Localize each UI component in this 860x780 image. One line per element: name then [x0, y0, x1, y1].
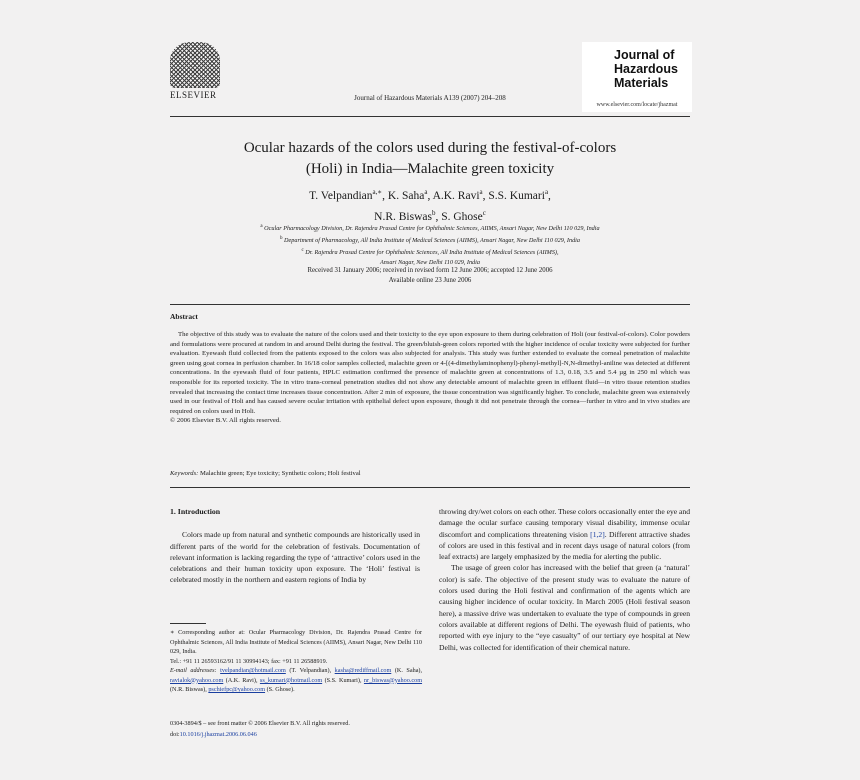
keywords-label: Keywords: [170, 470, 199, 477]
journal-logo-title [614, 48, 678, 90]
right-column [439, 506, 690, 653]
title-line: Ocular hazards of the colors used during the festival-of-colors [243, 140, 617, 156]
footnote [170, 628, 422, 695]
abstract [170, 330, 690, 426]
author-name: A.K. Ravi [432, 189, 480, 202]
author-name: N.R. Biswas [374, 210, 432, 223]
affiliation: $^c$ Dr. Rajendra Prasad Centre for Ophthalmic Sciences, All India Institute of Medical Sciences (AIIMS), [301, 248, 559, 257]
email-link[interactable]: ravialok@yahoo.com [170, 676, 224, 684]
affiliation: Ansari Nagar, New Delhi 110 029, India [380, 259, 480, 267]
keywords [170, 470, 690, 477]
footnote-rule [170, 623, 206, 624]
available-date: Available online 23 June 2006 [388, 277, 472, 284]
elsevier-tree-icon [170, 42, 220, 88]
email-link[interactable]: kasha@rediffmail.com [334, 667, 392, 674]
author-sup: a [544, 188, 549, 196]
publisher-name: ELSEVIER [170, 90, 217, 100]
article-title [170, 138, 690, 180]
email-link[interactable]: tvelpandian@hotmail.com [220, 667, 286, 674]
author-sup: a,∗ [372, 188, 383, 196]
affiliations [170, 222, 690, 268]
author-name: T. Velpandian [309, 189, 373, 202]
author-sup: a [479, 188, 483, 196]
abstract-copyright: © 2006 Elsevier B.V. All rights reserved. [170, 417, 281, 425]
author-name: S.S. Kumari [488, 189, 545, 202]
intro-paragraph: Colors made up from natural and synthetic compounds are historically used in different parts of the world for the celebration of festivals. Documentation of relevant information is lacking regarding the type of ‘attractive’ colors used in the celebrations and their human toxicity upon exposure. The ‘Holi’ festival is celebrated mostly in the northern and eastern regions of India by [170, 530, 420, 585]
email-list: E-mail addresses: tvelpandian@hotmail.com (T. Velpandian), kasha@rediffmail.com (K. Saha), ravialok@yahoo.com (A.K. Ravi), ss_kumari@hotmail.com (S.S. Kumari), nr_biswas@yahoo.com (N.R. Biswas), pschiefpc@yahoo.com (S. Ghose). [170, 667, 423, 693]
journal-url: www.elsevier.com/locate/jhazmat [596, 102, 678, 108]
affiliation: $^b$ Department of Pharmacology, All India Institute of Medical Sciences (AIIMS), Ansari Nagar, New Delhi 110 029, India [280, 236, 580, 245]
abstract-rule-top [170, 304, 690, 305]
author-sup: b [431, 208, 436, 217]
issn-block [170, 719, 430, 740]
author-sup: c [482, 208, 486, 217]
journal-logo [582, 42, 692, 112]
email-label: E-mail addresses: [170, 667, 217, 674]
abstract-body: The objective of this study was to evaluate the nature of the colors used and their toxicity to the eye upon exposure to them during celebration of Holi (our festival-of-colors). Color powders and formulations were procured at random in and around Delhi during the festival. The green/bluish-green colors reported with the higher incidence of ocular toxicity were subjected for further evaluation. Eyewash fluid collected from the patients exposed to the colors was also subjected for analysis. This study was further extended to evaluate the corneal penetration of malachite green using goat cornea in perfusion chamber. In 16/18 color samples collected, malachite green or 4-[(4-dimethylaminophenyl)-phenyl-methyl]-N,N-dimethyl-aniline was detected at different concentrations. In the eyewash fluid of four patients, HPLC estimation confirmed the presence of malachite green at concentrations of 1.3, 0.18, 3.5 and 5.4 µg in 250 ml which was responsible for its reported toxicity. The in vitro trans-corneal penetration studies did not show any detectable amount of malachite green in effluent fluid—in vitro tissue retention studies revealed that increasing the contact time increases tissue concentration. After 2 min of exposure, the tissue concentration was significantly higher. To conclude, malachite green was extensively used in our festival of Holi and has caused severe ocular irritation with epithelial defect upon exposure, though it did not penetrate through the cornea—further in vitro and in vivo studies are required on colors used in Holi. [170, 331, 690, 415]
issn-line: 0304-3894/$ – see front matter © 2006 Elsevier B.V. All rights reserved. [170, 720, 350, 727]
header-rule [170, 116, 690, 117]
abstract-heading: Abstract [170, 312, 198, 321]
left-column [170, 506, 420, 586]
affiliation: $^a$ Ocular Pharmacology Division, Dr. Rajendra Prasad Centre for Ophthalmic Sciences, AIIMS, Ansari Nagar, New Delhi 110 029, India [260, 224, 600, 233]
title-line: (Holi) in India—Malachite green toxicity [305, 161, 555, 177]
email-link[interactable]: ss_kumari@hotmail.com [259, 676, 323, 684]
corresponding-author: ∗ Corresponding author at: Ocular Pharmacology Division, Dr. Rajendra Prasad Centre for Ophthalmic Sciences, All India Institute of Medical Sciences (AIIMS), Ansari Nagar, New Delhi 110 029, India. [170, 629, 422, 655]
email-link[interactable]: pschiefpc@yahoo.com [208, 686, 266, 693]
journal-logo-line: Materials [614, 76, 669, 90]
author-name: S. Ghose [441, 210, 483, 223]
intro-paragraph: The usage of green color has increased with the belief that green (a ‘natural’ color) is safe. The objective of the present study was to evaluate the nature of colors used during the Holi festival and confirmation of the agents which are causing higher incidence of ocular toxicity. In March 2005 (Holi festival season here), a massive drive was undertaken to evaluate the type of compounds in green colors available at different regions of Delhi. The eyewash fluid of patients, who reported with eye injury to the “eye casualty” of our tertiary eye hospital at New Delhi, was collected for identification of their chemical nature. [439, 563, 690, 652]
journal-logo-line: Hazardous [614, 62, 678, 76]
author-sup: a [424, 188, 428, 196]
journal-citation: Journal of Hazardous Materials A139 (2007) 204–208 [354, 94, 506, 102]
author-name: K. Saha [387, 189, 425, 202]
keywords-rule [170, 487, 690, 488]
elsevier-logo [170, 42, 224, 102]
received-dates: Received 31 January 2006; received in revised form 12 June 2006; accepted 12 June 2006 [307, 267, 553, 274]
journal-logo-line: Journal of [614, 48, 675, 62]
section-heading: 1. Introduction [170, 507, 221, 516]
citation-link[interactable]: [1,2] [590, 529, 605, 539]
doi-link[interactable]: 10.1016/j.jhazmat.2006.06.046 [179, 730, 257, 738]
article-dates [170, 266, 690, 286]
email-link[interactable]: nr_biswas@yahoo.com [363, 676, 423, 684]
author-list [170, 184, 690, 226]
telephone: Tel.: +91 11 26593162/91 11 30994143; fax: +91 11 26588919. [170, 657, 328, 665]
author-line: N.R. Biswas$^b$, S. Ghose$^c$ [374, 208, 486, 223]
keywords-text: Malachite green; Eye toxicity; Synthetic colors; Holi festival [199, 470, 361, 477]
author-line: T. Velpandian$^{a,∗}$, K. Saha$^a$, A.K. Ravi$^a$, S.S. Kumari$^a$, [309, 188, 551, 202]
intro-paragraph: throwing dry/wet colors on each other. These colors occasionally enter the eye and damage the ocular surface causing temporary visual disability, immense ocular discomfort and complications threatening vision [1,2]. Different attractive shades of colors are used in this festival and in recent days usage of natural colors (from leaf extracts) are largely emphasized by the media for alerting the public. [439, 507, 691, 562]
doi-line: doi:10.1016/j.jhazmat.2006.06.046 [170, 730, 257, 738]
